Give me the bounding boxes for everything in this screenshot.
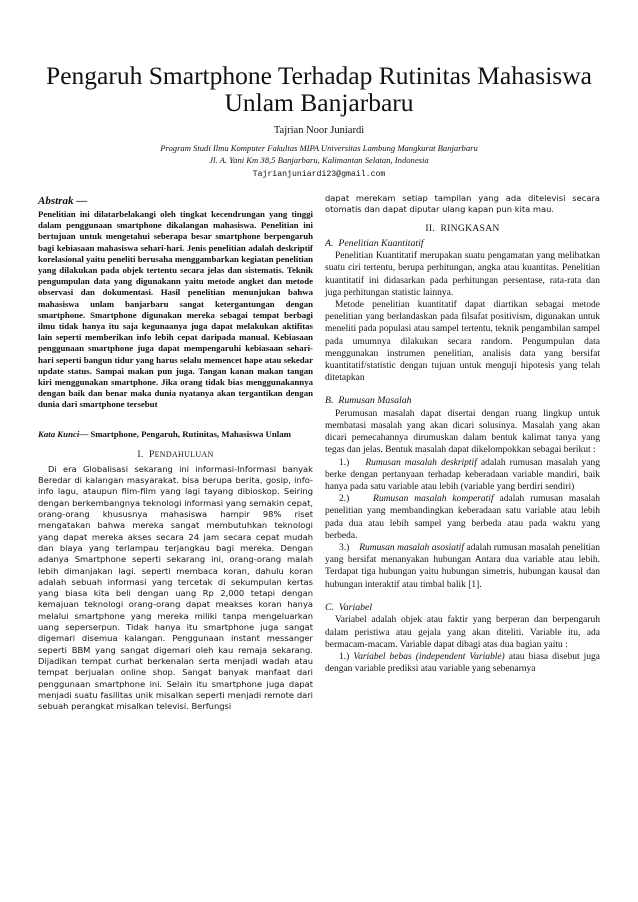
section-2-title: RINGKASAN xyxy=(440,222,500,234)
author-email: Tajrianjuniardi23@gmail.com xyxy=(252,170,386,179)
author-name: Tajrian Noor Juniardi xyxy=(273,125,365,136)
subsection-b-heading xyxy=(325,395,600,408)
section-2-numeral: II. xyxy=(425,222,436,234)
list-item-number: 1.) xyxy=(339,457,350,468)
list-item-text: atau biasa disebut juga dengan variable prediksi atau variable yang sebenarnya xyxy=(325,651,600,675)
list-item-term: Rumusan masalah asosiatif xyxy=(359,543,464,554)
section-1-heading xyxy=(38,449,313,461)
section-1-continued: dapat merekam setiap tampilan yang ada ditelevisi secara otomatis dan dapat diputar ulang kapan pun kita mau. xyxy=(325,193,600,215)
list-item-term: Variabel bebas (independent Variable) xyxy=(353,651,505,662)
keywords-separator: — xyxy=(79,428,89,439)
list-item-term: Rumusan masalah deskriptif xyxy=(365,457,477,468)
keywords-text: Smartphone, Pengaruh, Rutinitas, Mahasiswa Unlam xyxy=(90,428,291,439)
subsection-b-title: Rumusan Masalah xyxy=(338,395,412,407)
affiliation-line-2: Jl. A. Yani Km 38,5 Banjarbaru, Kalimantan Selatan, Indonesia xyxy=(209,155,429,165)
keywords-label: Kata Kunci xyxy=(38,428,80,439)
subsection-a-paragraph-2: Metode penelitian kuantitatif dapat diartikan sebagai metode penelitian yang berlandaskan pada filsafat positivism, digunakan untuk meneliti pada populasi atau sampel tertentu, teknik pengambilan sampel pada umumnya dilakukan secara random. Pengumpulan data menggunakan instrumen penelitian, analisis data yang bersifat kuantitatif/statistic dengan tujuan untuk menguji hipotesis yang telah ditetapkan xyxy=(325,299,600,384)
left-column xyxy=(38,193,313,712)
list-item-text: adalah rumusan masalah penelitian yang bersifat menanyakan hubungan Antara dua variable atau lebih. Terdapat tiga hubungan yaitu hubungan simetris, hubungan kausal dan hubungan interaktif atau timbal balik [1]. xyxy=(325,543,600,590)
subsection-a-label: A. xyxy=(325,237,334,249)
subsection-a-paragraph-1: Penelitian Kuantitatif merupakan suatu pengamatan yang melibatkan suatu ciri tertentu, berupa perhitungan, angka atau kuantitas. Penelitian kuantitatif ini didasarkan pada perhitungan persentase, rata-rata dan juga perhitungan statistic lainnya. xyxy=(325,251,600,298)
right-column xyxy=(325,193,600,675)
affiliation-line-1: Program Studi Ilmu Komputer Fakultas MIPA Universitas Lambung Mangkurat Banjarbaru xyxy=(160,143,478,153)
abstract-heading: Abstrak — xyxy=(38,195,88,207)
list-item-number: 2.) xyxy=(339,494,350,505)
paper-title xyxy=(20,62,618,116)
subsection-c-label: C. xyxy=(325,601,334,613)
list-item xyxy=(325,457,600,494)
list-item-number: 3.) xyxy=(339,543,350,554)
section-1-title-rest: ENDAHULUAN xyxy=(154,449,214,459)
title-line-2: Unlam Banjarbaru xyxy=(224,88,414,117)
abstract-text: Penelitian ini dilatarbelakangi oleh tingkat kecendrungan yang tinggi dalam penggunaan smartphone dikalangan mahasiswa. Penelitian ini bertujuan untuk mengetahui seberapa besar smartphone berpengaruh bagi kebiasaan mahasiswa sehari-hari. Jenis penelitian adalah deskriptif korelasional yaitu peneliti berusaha menggambarkan kegiatan penelitian yang dilakukan pada objek tertentu secara jelas dan sistematis. Teknik pengumpulan data yang digunakann yaitu metode angket dan metode observasi dan dokumentasi. Hasil penelitian menunjukan bahwa mahasiswa unlam banjarbaru sangat ketergantungan dengan smartphone. Smartphone digunakan mereka sebagai tempat berbagi ilmu tidak hanya itu saja kegunaanya juga dapat melakukan aktifitas lain seperti memberikan info lebih cepat daripada manual. Kebiasaan penggunaan smartphone juga dapat mempengaruhi kebiasaan sehari-hari seperti bangun tidur yang harus selalu memencet hape atau sekedar update status. Sampai makan pun juga. Tangan kanan makan tangan kiri menggunakan smartphone. Jika orang tidak bias menggunakannya dengan baik dan benar maka dunia nyatanya akan tergantikan dengan dunia dari smartphone tersebut xyxy=(38,209,313,410)
list-item-text: adalah rumusan masalah yang berke dengan pertanyaan terhadap keberadaan variable mandiri, baik hanya pada satu variable atau lebih (variable yang berdiri sendiri) xyxy=(325,457,600,493)
section-1-text: Di era Globalisasi sekarang ini informasi-Informasi banyak Beredar di kalangan masyarakat. bisa berupa berita, gosip, info-info lagu, ataupun film-film yang lagi tayang dibioskop. Seiring dengan berkembangnya teknologi informasi yang semakin cepat, orang-orang khususnya mahasiswa hampir 98% riset mengatakan bahwa mereka sangat membutuhkan teknologi yang dapat mereka akses secara 24 jam secara cepat mudah dan biaya yang terlampau terjangkau bagi mereka. Dengan adanya Smartphone seperti sekarang ini, orang-orang malah lebih dimanjakan lagi. seperti membaca koran, dahulu koran adalah sebuah informasi yang tercetak di sekumpulan kertas yang biasa kita beli dengan uang Rp 2,000 tetapi dengan kemajuan teknologi orang-orang dapat meakses koran hanya melalui smartphone yang mereka miliki tanpa mengeluarkan uang seperserpun. Tidak hanya itu smartphone juga sangat digemari disemua kalangan. Penggunaan instant messanger seperti BBM yang sangat digemari oleh kau remaja sekarang. Dijadikan tempat curhat berkenalan serta menjadi wadah atau tempat berjualan online shop. Sangat banyak manfaat dari penggunaan smartphone ini. Selain itu smartphone juga dapat menjadi suatu fasilitas unik misalkan seperti menjadi remote dari sebuah perangkat misalkan televisi. Berfungsi xyxy=(38,463,313,712)
list-item-term: Rumusan masalah komperatif xyxy=(373,494,494,505)
section-1-title-initial: P xyxy=(148,448,155,460)
list-item-text: adalah rumusan masalah penelitian yang membandingkan keberadaan satu variable atau lebih pada dua atau lebih sampel yang berbeda atau pada waktu yang berbeda. xyxy=(325,494,601,541)
section-2-heading xyxy=(325,223,600,235)
subsection-c-heading xyxy=(325,602,600,615)
title-line-1: Pengaruh Smartphone Terhadap Rutinitas Mahasiswa xyxy=(46,61,592,90)
keywords xyxy=(38,429,313,440)
list-item xyxy=(325,542,600,591)
list-item-number: 1.) xyxy=(339,651,350,662)
subsection-b-paragraph-1: Perumusan masalah dapat disertai dengan ruang lingkup untuk membatasi masalah yang akan dicari solusinya. Masalah yang akan dicari pemecahannya dirumuskan dalam bentuk kalimat tanya yang tegas dan jelas. Bentuk masalah dapat dikelompokkan sebagai berikut : xyxy=(325,408,600,456)
subsection-c-title: Variabel xyxy=(338,601,373,613)
subsection-c-paragraph-1: Variabel adalah objek atau faktir yang berperan dan berpengaruh dalam peristiwa atau gejala yang akan diteliti. Variable itu, ada bermacam-macam. Variable dapat dibagi atas dua bagian yaitu : xyxy=(325,615,600,650)
section-1-numeral: I. xyxy=(137,448,144,460)
subsection-a-heading xyxy=(325,238,600,251)
subsection-b-label: B. xyxy=(325,395,334,407)
list-item xyxy=(325,651,600,675)
subsection-a-title: Penelitian Kuantitatif xyxy=(338,237,424,249)
list-item xyxy=(325,493,600,542)
